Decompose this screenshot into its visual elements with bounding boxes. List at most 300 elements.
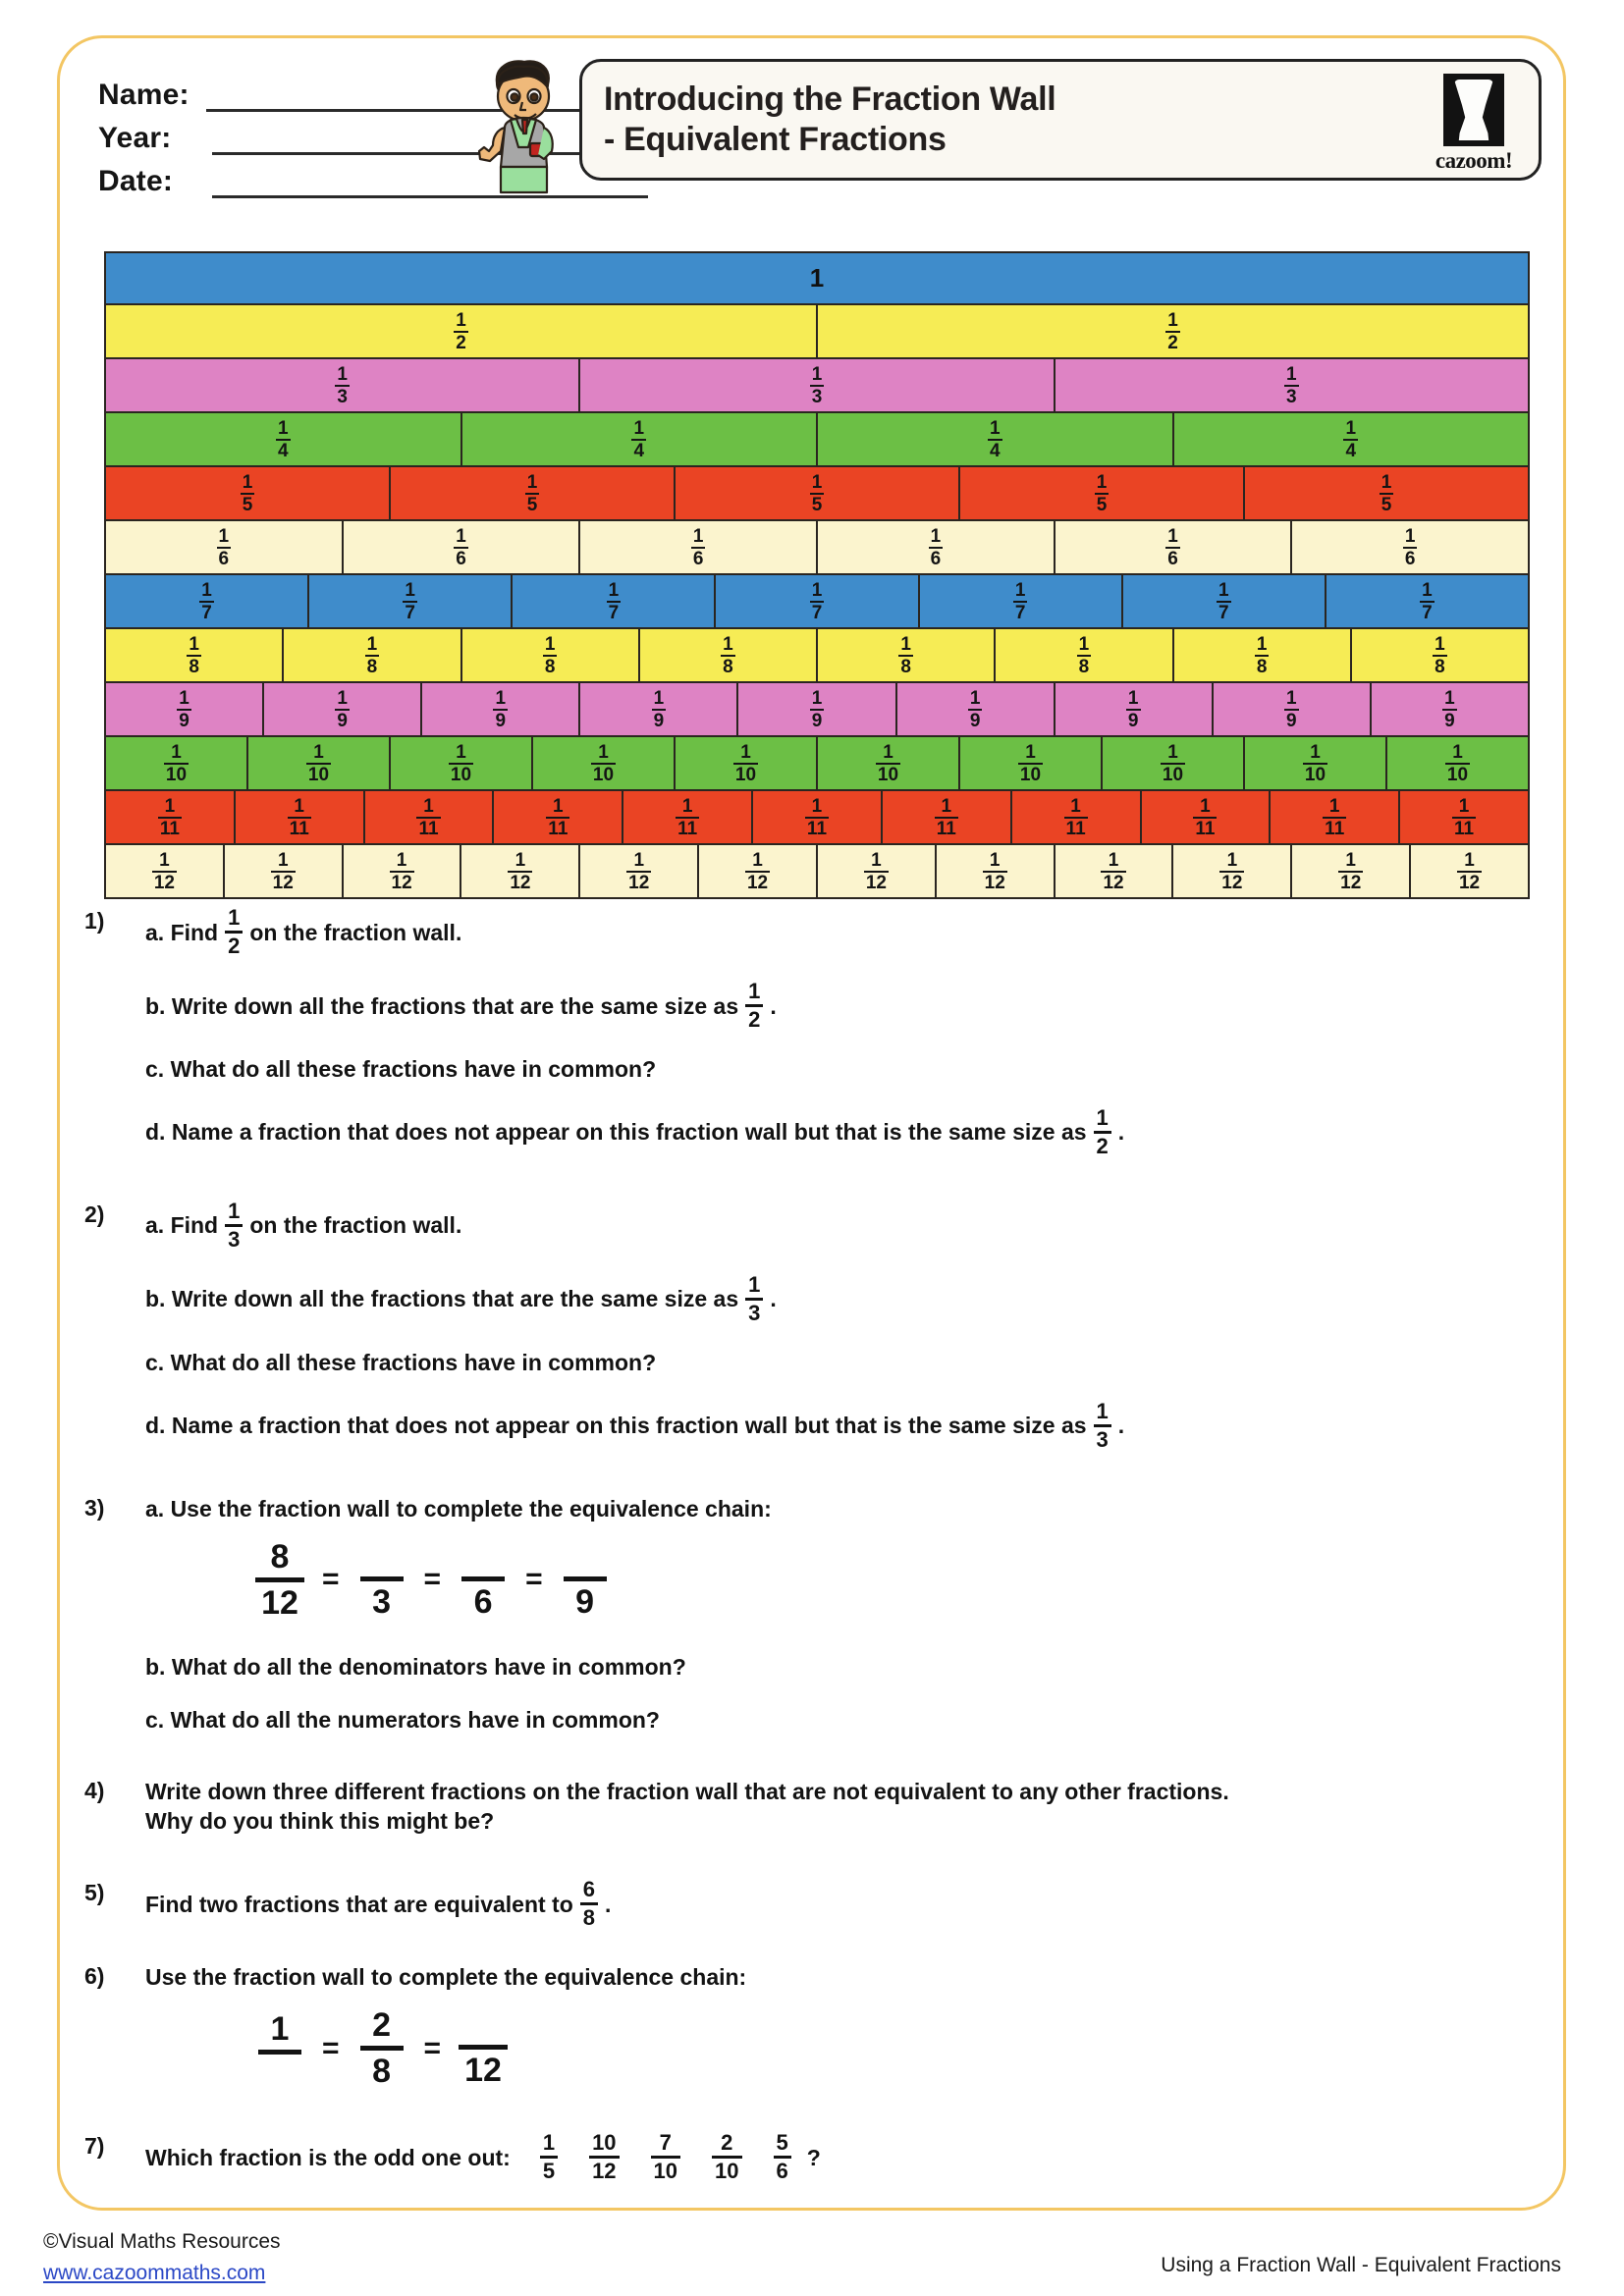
numerator: 1	[811, 795, 823, 817]
q6-chain-fraction-2[interactable]	[355, 2006, 408, 2091]
fraction-cell-1-over-9[interactable]	[578, 681, 738, 737]
question-2a	[145, 1198, 1557, 1252]
numerator: 1	[1226, 849, 1238, 871]
cell-fraction	[810, 689, 825, 730]
cell-fraction	[1095, 473, 1110, 514]
page-footer	[43, 2226, 1581, 2295]
fraction-cell-1-over-12[interactable]	[578, 843, 699, 899]
question-6	[84, 1963, 1557, 2133]
denominator: 9	[179, 710, 189, 731]
cell-fraction	[271, 851, 296, 892]
denominator[interactable]: 6	[461, 1576, 505, 1619]
question-1b	[145, 979, 1557, 1032]
denominator[interactable]: 8	[360, 2046, 404, 2088]
denominator: 2	[745, 1004, 763, 1031]
fraction-cell-1-over-9[interactable]	[262, 681, 422, 737]
date-input-line[interactable]	[212, 169, 648, 198]
cell-fraction	[525, 473, 540, 514]
numerator: 1	[653, 687, 665, 709]
fraction-cell-1-over-12[interactable]	[342, 843, 462, 899]
cell-fraction	[493, 689, 508, 730]
denominator: 10	[651, 2156, 680, 2182]
fraction-cell-1-over-6[interactable]	[578, 519, 818, 575]
numerator: 1	[969, 687, 981, 709]
cell-fraction	[288, 797, 311, 838]
fraction-cell-1-over-12[interactable]	[104, 843, 225, 899]
fraction-cell-1-over-2[interactable]	[104, 303, 818, 359]
numerator: 1	[189, 633, 199, 655]
fraction-cell-1-over-11[interactable]	[1010, 789, 1142, 845]
denominator: 8	[544, 656, 556, 677]
numerator[interactable]	[477, 2009, 489, 2045]
denominator: 11	[1325, 818, 1345, 839]
cell-fraction	[1380, 473, 1394, 514]
question-2d-text-pre: d. Name a fraction that does not appear on this fraction wall but that is the same size as	[145, 1413, 1087, 1439]
question-3-number: 3)	[84, 1494, 105, 1521]
footer-left	[43, 2226, 281, 2288]
cell-fraction	[810, 581, 825, 622]
denominator: 10	[307, 764, 330, 785]
cazoommaths-link[interactable]: www.cazoommaths.com	[43, 2261, 266, 2284]
title-line-2: - Equivalent Fractions	[604, 121, 947, 158]
questions-list	[84, 905, 1557, 2184]
fraction-cell-1-over-11[interactable]	[363, 789, 495, 845]
q7-fraction-4[interactable]	[712, 2132, 741, 2182]
question-5-text	[145, 1877, 1557, 1931]
q6-chain-fraction-3[interactable]	[457, 2009, 510, 2090]
cell-fraction	[721, 635, 735, 676]
question-1a-text-post: on the fraction wall.	[249, 919, 462, 945]
fraction-cell-1-over-8[interactable]	[104, 627, 284, 683]
denominator: 11	[936, 818, 956, 839]
numerator: 1	[989, 417, 1001, 439]
year-label: Year:	[98, 122, 172, 154]
denominator: 9	[969, 710, 981, 731]
q7-fraction-1[interactable]	[540, 2132, 558, 2182]
cell-fraction	[805, 797, 829, 838]
denominator[interactable]: 3	[360, 1576, 404, 1619]
fraction-cell-1-over-10[interactable]	[816, 735, 960, 791]
denominator: 4	[277, 440, 289, 461]
fraction-cell-1-over-4[interactable]	[104, 411, 462, 467]
fraction-cell-1-over-5[interactable]	[674, 465, 960, 521]
fraction-cell-1-over-9[interactable]	[1054, 681, 1214, 737]
fraction-cell-1-over-12[interactable]	[460, 843, 580, 899]
question-7-text-pre: Which fraction is the odd one out:	[145, 2144, 511, 2170]
fraction-cell-1-over-12[interactable]	[223, 843, 344, 899]
fraction-cell-1-over-10[interactable]	[958, 735, 1103, 791]
fraction-cell-1-over-8[interactable]	[638, 627, 818, 683]
cazoom-wordmark: cazoom!	[1435, 148, 1513, 173]
numerator: 1	[598, 741, 609, 763]
cell-fraction	[1445, 743, 1470, 784]
denominator: 12	[272, 872, 294, 893]
denominator: 10	[1446, 764, 1469, 785]
cell-fraction	[1403, 527, 1418, 568]
question-1a-text-pre: a. Find	[145, 919, 219, 945]
question-6-number: 6)	[84, 1963, 105, 1990]
q6-chain-equals-sign: =	[322, 2031, 340, 2064]
fraction-cell-1-over-7[interactable]	[714, 573, 919, 629]
numerator: 1	[752, 849, 763, 871]
fraction-cell-1-over-8[interactable]	[994, 627, 1173, 683]
numerator: 1	[201, 579, 212, 601]
question-1-number: 1)	[84, 908, 105, 934]
denominator: 9	[1127, 710, 1139, 731]
cell-fraction	[1343, 419, 1358, 460]
q3-chain-fraction-3[interactable]	[457, 1541, 510, 1619]
fraction-cell-1-over-12[interactable]	[816, 843, 937, 899]
cell-fraction	[691, 527, 706, 568]
question-2b	[145, 1271, 1557, 1325]
fraction-cell-1-over-10[interactable]	[531, 735, 676, 791]
question-1d-text-post: .	[1117, 1119, 1125, 1146]
numerator: 1	[366, 633, 378, 655]
numerator: 1	[1127, 687, 1139, 709]
denominator: 7	[201, 602, 212, 623]
fraction-cell-1-over-9[interactable]	[420, 681, 580, 737]
fraction-cell-1-over-6[interactable]	[342, 519, 581, 575]
fraction-cell-1-over-5[interactable]	[104, 465, 391, 521]
cell-fraction	[546, 797, 569, 838]
fraction-cell-1-over-3[interactable]	[578, 357, 1055, 413]
numerator: 2	[721, 2130, 733, 2156]
fraction-cell-1-over-11[interactable]	[234, 789, 365, 845]
numerator: 1	[294, 795, 304, 817]
fraction-cell-1-over-10[interactable]	[1101, 735, 1245, 791]
cell-fraction	[199, 581, 214, 622]
question-5	[84, 1877, 1557, 1963]
numerator: 1	[553, 795, 564, 817]
denominator: 2	[225, 931, 243, 957]
denominator: 3	[1286, 386, 1297, 407]
denominator: 3	[811, 386, 823, 407]
numerator[interactable]	[477, 1541, 489, 1576]
fraction-cell-1-over-12[interactable]	[1171, 843, 1292, 899]
question-7-text-post: ?	[806, 2144, 821, 2170]
fraction-cell-1-over-9[interactable]	[1212, 681, 1372, 737]
cell-fraction	[1064, 797, 1088, 838]
fraction-cell-1-over-11[interactable]	[622, 789, 753, 845]
cell-fraction	[733, 743, 758, 784]
q3-chain-equals-sign: =	[322, 1563, 340, 1596]
numerator: 1	[218, 525, 230, 547]
numerator: 1	[514, 849, 526, 871]
fraction-cell-1-over-10[interactable]	[1243, 735, 1387, 791]
numerator: 1	[1286, 687, 1297, 709]
numerator[interactable]: 1	[270, 2009, 290, 2048]
denominator: 12	[1221, 872, 1243, 893]
q3-chain-fraction-1[interactable]	[253, 1537, 306, 1622]
fraction-wall	[104, 251, 1530, 899]
fraction-cell-1-over-11[interactable]	[1269, 789, 1400, 845]
cell-fraction	[152, 851, 177, 892]
question-2c: c. What do all these fractions have in common?	[145, 1349, 657, 1375]
denominator: 4	[989, 440, 1001, 461]
fraction-cell-1-over-3[interactable]	[104, 357, 580, 413]
denominator: 11	[1195, 818, 1216, 839]
fraction-wall-row-10	[104, 737, 1530, 791]
fraction-cell-1-over-8[interactable]	[816, 627, 996, 683]
numerator: 1	[748, 1271, 761, 1297]
fraction-cell-1-over-6[interactable]	[816, 519, 1056, 575]
fraction-cell-1-over-7[interactable]	[511, 573, 716, 629]
fraction-cell-1-over-1[interactable]	[104, 251, 1530, 305]
denominator: 5	[526, 494, 538, 515]
cell-fraction	[454, 527, 468, 568]
cell-fraction	[864, 851, 889, 892]
numerator: 1	[1458, 795, 1470, 817]
numerator: 1	[171, 741, 182, 763]
date-label: Date:	[98, 165, 174, 197]
numerator: 1	[748, 979, 761, 1003]
cell-fraction	[1077, 635, 1092, 676]
denominator: 6	[1404, 548, 1416, 569]
cell-fraction	[1303, 743, 1327, 784]
cell-fraction	[1193, 797, 1217, 838]
cell-fraction	[898, 635, 913, 676]
question-2b-text-post: .	[770, 1286, 777, 1312]
denominator: 9	[495, 710, 507, 731]
fraction-cell-1-over-8[interactable]	[460, 627, 640, 683]
q6-chain-equals-sign: =	[423, 2031, 442, 2064]
fraction-cell-1-over-6[interactable]	[104, 519, 344, 575]
fraction-cell-1-over-12[interactable]	[1290, 843, 1411, 899]
denominator: 8	[900, 656, 911, 677]
fraction-cell-1-over-7[interactable]	[1121, 573, 1326, 629]
fraction-cell-1-over-9[interactable]	[104, 681, 264, 737]
question-1d	[145, 1104, 1557, 1158]
denominator: 10	[592, 764, 615, 785]
fraction-cell-1-over-11[interactable]	[751, 789, 883, 845]
denominator: 10	[165, 764, 188, 785]
numerator: 1	[526, 471, 538, 493]
fraction-wall-row-9	[104, 683, 1530, 737]
fraction-cell-1-over-11[interactable]	[104, 789, 236, 845]
question-2b-fraction	[745, 1271, 763, 1325]
denominator: 7	[1014, 602, 1026, 623]
fraction-cell-1-over-11[interactable]	[1140, 789, 1272, 845]
cell-fraction	[652, 689, 667, 730]
cell-fraction	[1452, 797, 1476, 838]
question-7-fraction-list	[524, 2130, 807, 2184]
cell-fraction	[1165, 527, 1180, 568]
q3-chain-fraction-4[interactable]	[559, 1541, 612, 1619]
cell-fraction	[1323, 797, 1346, 838]
cell-fraction	[454, 311, 468, 352]
question-3b: b. What do all the denominators have in common?	[145, 1653, 686, 1680]
denominator: 11	[677, 818, 698, 839]
numerator[interactable]	[376, 1541, 388, 1576]
fraction-cell-1-over-10[interactable]	[1385, 735, 1530, 791]
copyright-text: ©Visual Maths Resources	[43, 2230, 281, 2253]
cell-fraction	[983, 851, 1007, 892]
numerator: 1	[1328, 795, 1340, 817]
numerator: 1	[681, 795, 693, 817]
cell-fraction	[935, 797, 958, 838]
fraction-cell-1-over-11[interactable]	[492, 789, 623, 845]
denominator: 8	[580, 1902, 598, 1929]
cell-fraction	[626, 851, 651, 892]
numerator: 1	[723, 633, 733, 655]
numerator[interactable]: 8	[270, 1537, 290, 1575]
numerator: 1	[871, 849, 882, 871]
question-1d-fraction	[1094, 1104, 1111, 1158]
denominator: 9	[811, 710, 823, 731]
cell-fraction	[403, 581, 417, 622]
denominator: 6	[692, 548, 704, 569]
question-4-number: 4)	[84, 1778, 105, 1804]
fraction-cell-1-over-4[interactable]	[460, 411, 819, 467]
numerator[interactable]	[579, 1541, 591, 1576]
fraction-cell-1-over-9[interactable]	[895, 681, 1056, 737]
denominator: 12	[984, 872, 1005, 893]
fraction-cell-1-over-4[interactable]	[1172, 411, 1531, 467]
question-7-text	[145, 2130, 1557, 2184]
fraction-cell-1-over-10[interactable]	[104, 735, 248, 791]
cell-fraction	[876, 743, 900, 784]
fraction-cell-1-over-8[interactable]	[1350, 627, 1530, 683]
fraction-cell-1-over-12[interactable]	[1409, 843, 1530, 899]
fraction-cell-1-over-9[interactable]	[1370, 681, 1530, 737]
numerator: 1	[1380, 471, 1392, 493]
numerator: 1	[405, 579, 415, 601]
numerator: 1	[313, 741, 324, 763]
fraction-cell-1-over-6[interactable]	[1290, 519, 1530, 575]
q3-chain-fraction-2[interactable]	[355, 1541, 408, 1619]
fraction-cell-1-over-4[interactable]	[816, 411, 1174, 467]
fraction-cell-1-over-8[interactable]	[1172, 627, 1352, 683]
cell-fraction	[1433, 635, 1447, 676]
numerator: 1	[1096, 471, 1108, 493]
cell-fraction	[1013, 581, 1028, 622]
worksheet-title	[582, 80, 1358, 161]
cell-fraction	[1338, 851, 1363, 892]
denominator: 11	[418, 818, 439, 839]
question-3-equivalence-chain[interactable]	[253, 1537, 1557, 1622]
numerator: 1	[242, 471, 253, 493]
numerator: 1	[633, 849, 645, 871]
denominator: 7	[405, 602, 415, 623]
fraction-cell-1-over-12[interactable]	[1054, 843, 1174, 899]
numerator[interactable]: 2	[372, 2006, 391, 2045]
denominator: 7	[1218, 602, 1229, 623]
q6-chain-fraction-1[interactable]	[253, 2009, 306, 2085]
question-5-number: 5)	[84, 1880, 105, 1906]
q3-chain-equals-sign: =	[423, 1563, 442, 1596]
q7-fraction-3[interactable]	[651, 2132, 680, 2182]
question-4-line-2: Why do you think this might be?	[145, 1808, 495, 1835]
cell-fraction	[1161, 743, 1185, 784]
cell-fraction	[306, 743, 331, 784]
fraction-cell-1-over-6[interactable]	[1054, 519, 1293, 575]
denominator: 12	[1340, 872, 1362, 893]
numerator: 1	[1025, 741, 1036, 763]
numerator: 1	[1096, 1104, 1109, 1130]
cell-fraction	[158, 797, 182, 838]
fraction-cell-1-over-7[interactable]	[918, 573, 1123, 629]
denominator: 12	[589, 2156, 619, 2182]
cell-fraction	[810, 365, 825, 406]
cazoom-cup-shape-icon	[1454, 80, 1493, 140]
denominator: 5	[242, 494, 253, 515]
question-6-equivalence-chain[interactable]	[253, 2006, 1557, 2091]
denominator: 8	[1435, 656, 1445, 677]
fraction-cell-1-over-9[interactable]	[736, 681, 896, 737]
denominator: 11	[159, 818, 180, 839]
fraction-cell-1-over-8[interactable]	[282, 627, 461, 683]
worksheet-title-box	[579, 59, 1542, 181]
cell-fraction	[365, 635, 380, 676]
numerator: 1	[456, 741, 466, 763]
denominator[interactable]: 12	[459, 2045, 508, 2087]
question-2	[84, 1198, 1557, 1495]
numerator: 1	[811, 471, 823, 493]
numerator: 1	[1464, 849, 1475, 871]
fraction-cell-1-over-7[interactable]	[1325, 573, 1530, 629]
cell-fraction	[607, 581, 622, 622]
denominator: 10	[1304, 764, 1326, 785]
denominator: 6	[218, 548, 230, 569]
fraction-cell-1-over-7[interactable]	[307, 573, 513, 629]
denominator: 9	[337, 710, 348, 731]
fraction-cell-1-over-12[interactable]	[935, 843, 1056, 899]
cell-fraction	[968, 689, 983, 730]
denominator: 8	[1078, 656, 1090, 677]
numerator: 6	[582, 1877, 596, 1902]
fraction-cell-1-over-10[interactable]	[389, 735, 533, 791]
numerator: 1	[900, 633, 911, 655]
question-2-number: 2)	[84, 1201, 105, 1227]
fraction-cell-1-over-5[interactable]	[958, 465, 1245, 521]
fraction-cell-1-over-10[interactable]	[674, 735, 818, 791]
fraction-cell-1-over-12[interactable]	[697, 843, 818, 899]
denominator[interactable]	[258, 2050, 301, 2085]
denominator[interactable]: 12	[255, 1577, 304, 1620]
fraction-cell-1-over-11[interactable]	[1398, 789, 1530, 845]
cell-fraction	[1018, 743, 1043, 784]
numerator: 1	[1070, 795, 1081, 817]
cell-fraction	[1420, 581, 1435, 622]
cell-fraction	[1284, 365, 1299, 406]
question-5-fraction	[580, 1879, 598, 1929]
fraction-wall-row-3	[104, 359, 1530, 413]
cell-fraction	[543, 635, 558, 676]
fraction-wall-row-7	[104, 575, 1530, 629]
question-2d	[145, 1398, 1557, 1452]
fraction-cell-1-over-7[interactable]	[104, 573, 309, 629]
name-label: Name:	[98, 79, 189, 111]
q7-fraction-5[interactable]	[774, 2132, 791, 2182]
question-1c: c. What do all these fractions have in common?	[145, 1056, 657, 1082]
numerator: 1	[456, 525, 466, 547]
cell-fraction	[449, 743, 473, 784]
q7-fraction-2[interactable]	[589, 2132, 619, 2182]
fraction-cell-1-over-5[interactable]	[389, 465, 676, 521]
denominator[interactable]: 9	[564, 1576, 607, 1619]
denominator: 10	[450, 764, 472, 785]
fraction-cell-1-over-11[interactable]	[881, 789, 1012, 845]
fraction-cell-1-over-3[interactable]	[1054, 357, 1530, 413]
fraction-cell-1-over-2[interactable]	[816, 303, 1530, 359]
numerator: 7	[659, 2130, 672, 2156]
cell-fraction	[187, 635, 201, 676]
question-3c: c. What do all the numerators have in common?	[145, 1706, 660, 1733]
footer-worksheet-label: Using a Fraction Wall - Equivalent Fractions	[1161, 2254, 1561, 2276]
denominator: 4	[1345, 440, 1357, 461]
fraction-cell-1-over-5[interactable]	[1243, 465, 1530, 521]
fraction-cell-1-over-10[interactable]	[246, 735, 391, 791]
